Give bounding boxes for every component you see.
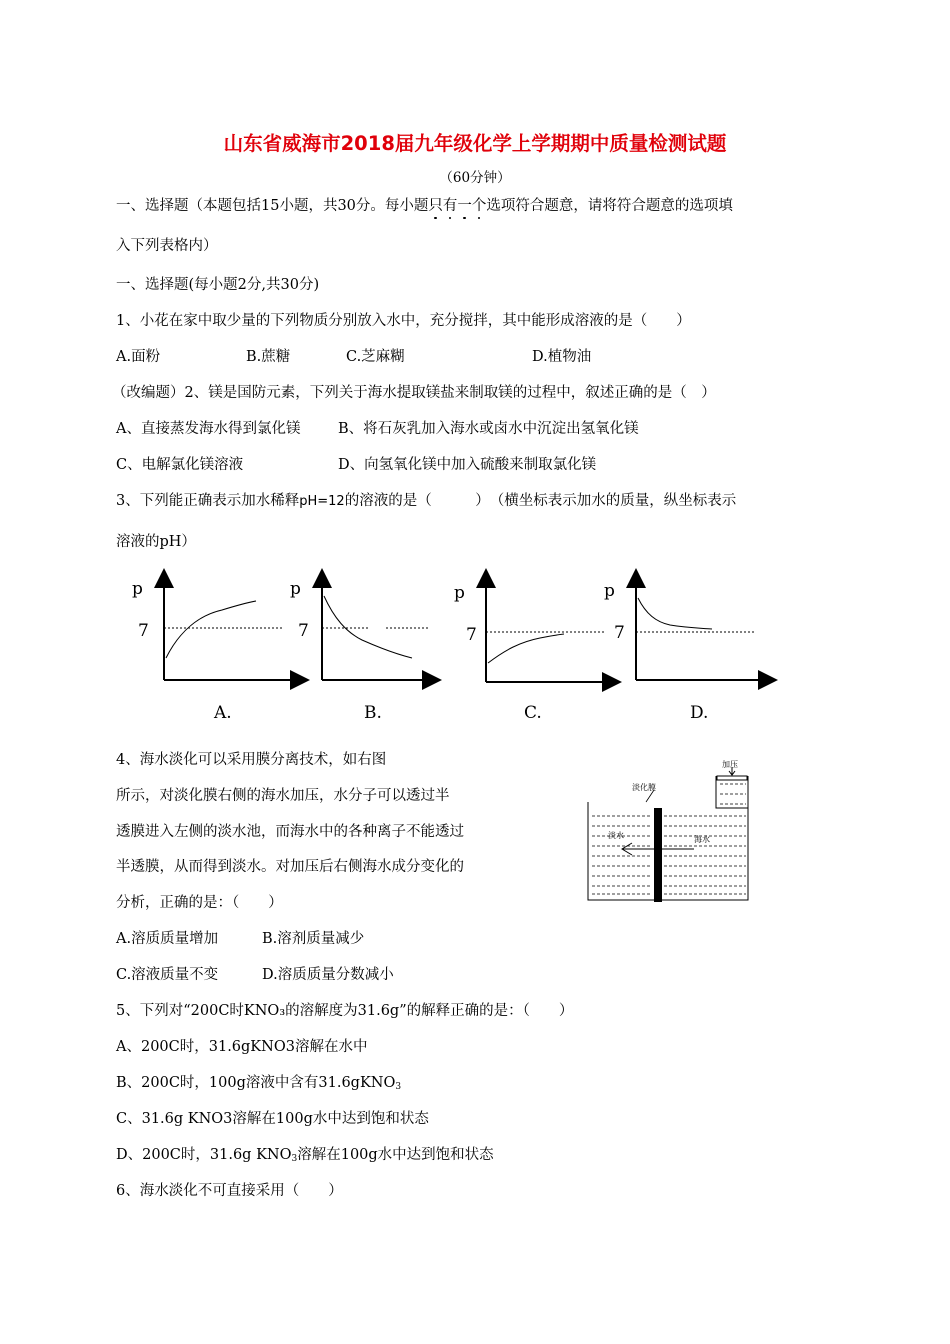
graph-d-label: D. <box>690 703 709 723</box>
fresh-water-label: 淡水 <box>608 831 624 840</box>
graph-c-axis-label: p <box>454 583 465 603</box>
graph-d-axis-label: p <box>604 581 615 601</box>
question-2-stem: （改编题）2、镁是国防元素，下列关于海水提取镁盐来制取镁的过程中，叙述正确的是（ ） <box>112 385 716 401</box>
q5-option-b-subscript: 3 <box>395 1082 402 1092</box>
q2-option-b: B、将石灰乳加入海水或卤水中沉淀出氢氧化镁 <box>338 421 639 437</box>
q1-option-d: D.植物油 <box>532 349 592 365</box>
q3-stem-continued: 溶液的pH） <box>116 534 196 550</box>
intro-line-1 <box>116 196 733 216</box>
membrane-label: 淡化膜 <box>632 783 656 792</box>
dotted-char: 个 <box>471 198 487 214</box>
q1-option-c: C.芝麻糊 <box>346 349 405 365</box>
q4-option-a: A.溶质质量增加 <box>116 931 219 947</box>
question-5-stem: 5、下列对“200C时KNO₃的溶解度为31.6g”的解释正确的是：（ ） <box>116 1003 574 1019</box>
q1-option-a: A.面粉 <box>116 349 161 365</box>
q2-option-d: D、向氢氧化镁中加入硫酸来制取氯化镁 <box>338 457 597 473</box>
q2-option-a: A、直接蒸发海水得到氯化镁 <box>116 421 301 437</box>
q5-option-b <box>116 1073 401 1097</box>
dotted-char: 一 <box>457 198 472 214</box>
q4-line-3: 透膜进入左侧的淡水池，而海水中的各种离子不能透过 <box>116 824 464 840</box>
q3-stem-b: 的溶液的是（ ） （横坐标表示加水的质量，纵坐标表示 <box>344 493 737 509</box>
q5-option-d-text-a: D、200C时，31.6g KNO <box>116 1147 292 1163</box>
graph-b-label: B. <box>364 703 382 723</box>
q4-line-1: 4、海水淡化可以采用膜分离技术，如右图 <box>116 752 387 768</box>
question-1-stem: 1、小花在家中取少量的下列物质分别放入水中，充分搅拌，其中能形成溶液的是（ ） <box>116 313 691 329</box>
dotted-char: 只 <box>428 198 443 214</box>
graph-d-ref-label: 7 <box>614 623 625 643</box>
q3-stem-a: 3、下列能正确表示加水稀释 <box>116 493 300 509</box>
graph-c <box>454 578 612 723</box>
q5-option-d-subscript: 3 <box>291 1154 298 1164</box>
q5-option-d <box>116 1145 494 1169</box>
dotted-char: 有 <box>442 198 458 214</box>
question-6-stem: 6、海水淡化不可直接采用（ ） <box>116 1183 343 1199</box>
membrane <box>654 808 662 902</box>
intro-text-a: 一、选择题（本题包括15小题，共30分。每小题 <box>116 198 429 214</box>
q4-line-4: 半透膜，从而得到淡水。对加压后右侧海水成分变化的 <box>116 859 464 875</box>
intro-text-b: 选项符合题意，请将符合题意的选项填 <box>486 198 733 214</box>
graph-b <box>290 578 432 723</box>
sea-water-label: 海水 <box>694 835 710 844</box>
q4-line-2: 所示，对淡化膜右侧的海水加压，水分子可以透过半 <box>116 788 450 804</box>
membrane-diagram <box>586 762 766 907</box>
graph-d <box>604 578 768 723</box>
q1-option-b: B.蔗糖 <box>246 349 291 365</box>
q3-stem-ph: pH=12 <box>299 494 345 509</box>
question-3-stem <box>116 491 736 512</box>
ph-graphs <box>0 570 950 723</box>
q5-option-c: C、31.6g KNO3溶解在100g水中达到饱和状态 <box>116 1111 429 1127</box>
intro-line-2: 入下列表格内） <box>116 238 218 254</box>
section-heading: 一、选择题(每小题2分,共30分) <box>116 277 320 293</box>
graph-b-axis-label: p <box>290 579 301 599</box>
emphasis-dotted-text <box>428 198 486 214</box>
q4-option-d: D.溶质质量分数减小 <box>262 967 394 983</box>
q2-option-c: C、电解氯化镁溶液 <box>116 457 244 473</box>
page-title: 山东省威海市2018届九年级化学上学期期中质量检测试题 <box>223 132 727 155</box>
exam-duration: （60分钟） <box>439 170 511 186</box>
q4-option-c: C.溶液质量不变 <box>116 967 219 983</box>
graph-a-label: A. <box>214 703 232 723</box>
q4-line-5: 分析，正确的是：（ ） <box>116 895 283 911</box>
q5-option-d-text-b: 溶解在100g水中达到饱和状态 <box>297 1147 494 1163</box>
graph-a <box>132 578 300 723</box>
graph-c-label: C. <box>524 703 542 723</box>
graph-c-ref-label: 7 <box>466 625 477 645</box>
q5-option-b-text: B、200C时，100g溶液中含有31.6gKNO <box>116 1075 396 1091</box>
graph-b-ref-label: 7 <box>298 621 309 641</box>
pressure-label: 加压 <box>722 760 738 769</box>
graph-a-axis-label: p <box>132 579 143 599</box>
q5-option-a: A、200C时，31.6gKNO3溶解在水中 <box>116 1039 368 1055</box>
q4-option-b: B.溶剂质量减少 <box>262 931 365 947</box>
graph-a-ref-label: 7 <box>138 621 149 641</box>
